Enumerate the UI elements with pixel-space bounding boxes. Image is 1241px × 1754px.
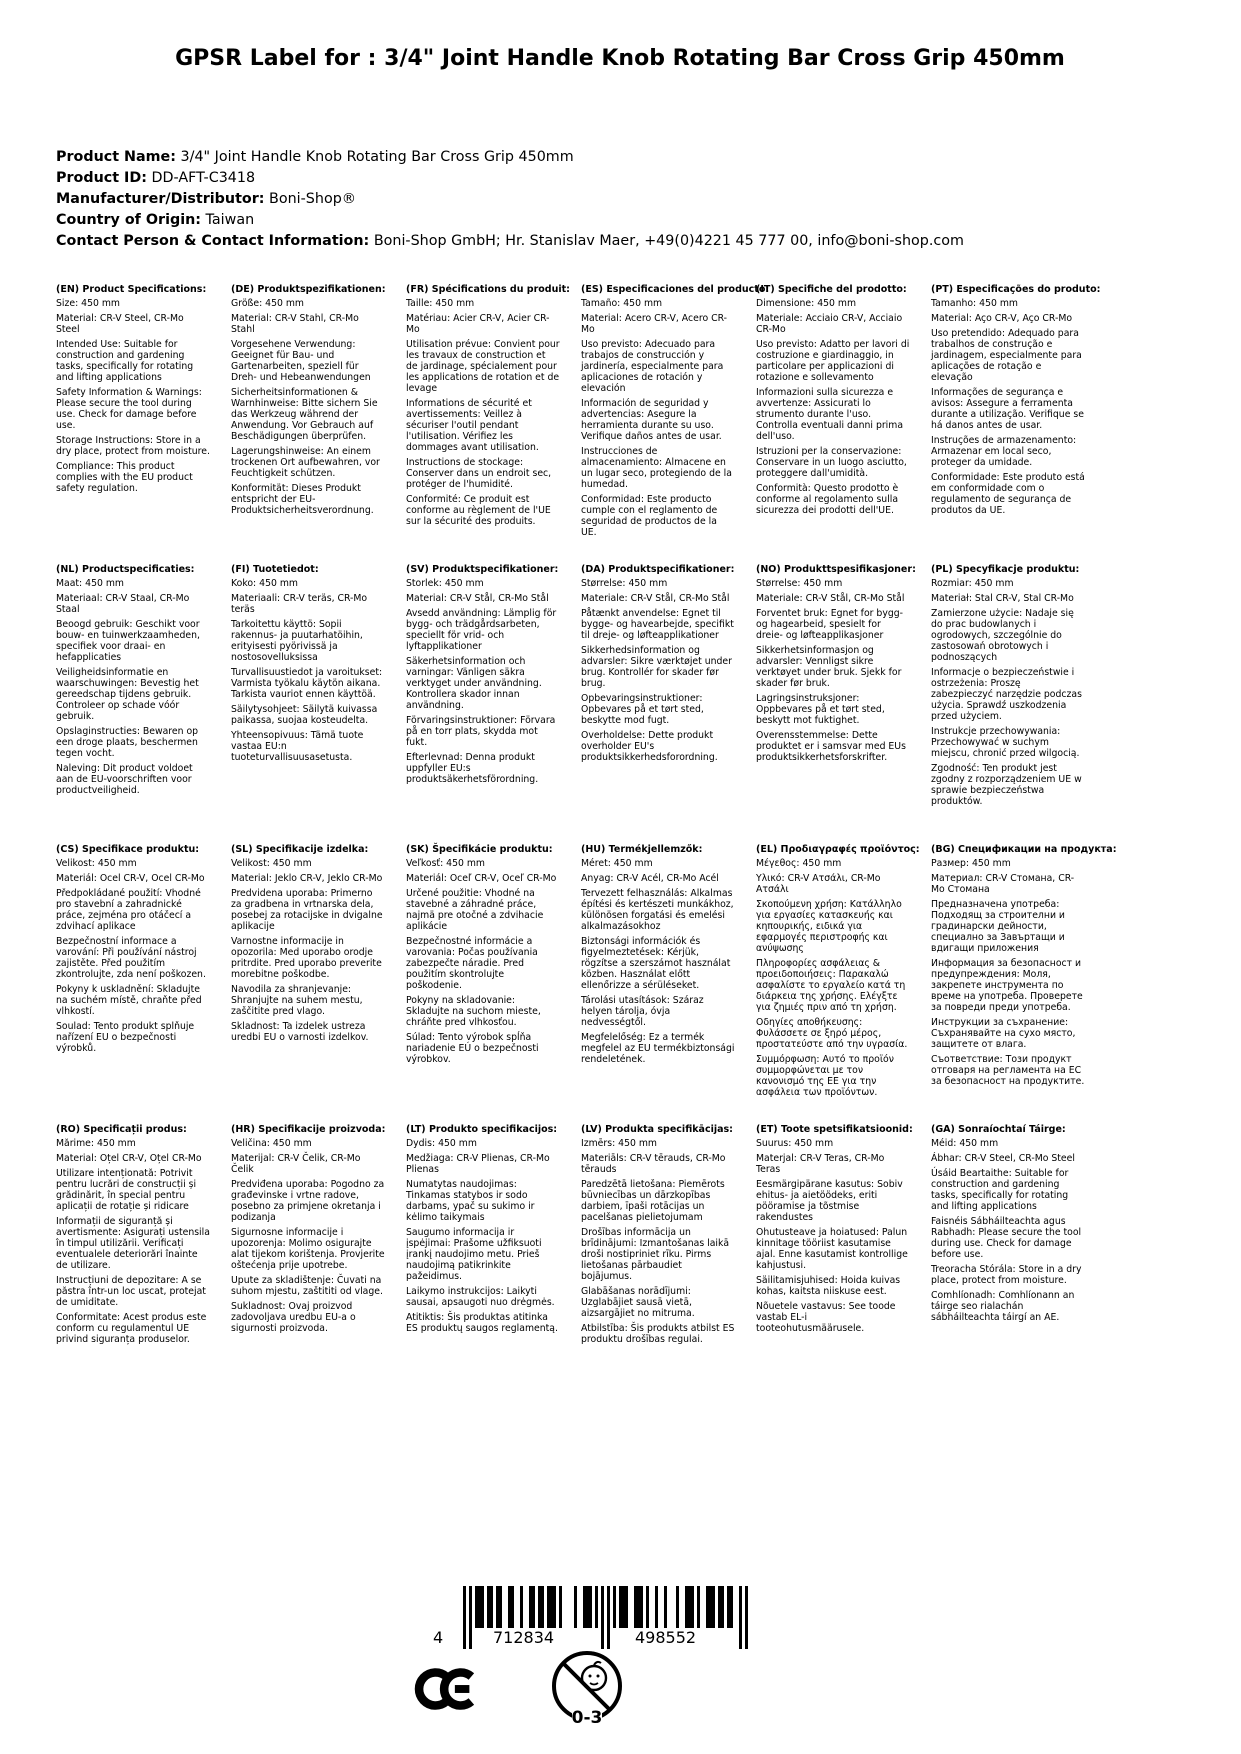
language-block-header: (ES) Especificaciones del producto: (581, 284, 770, 295)
language-block-paragraph: Glabāšanas norādījumi: Uzglabājiet sausā vietā, aizsargājiet no mitruma. (581, 1286, 695, 1319)
product-info-label: Contact Person & Contact Information: (56, 233, 370, 249)
language-block-pt (931, 284, 1101, 564)
barcode-right-digits: 498552 (631, 1628, 700, 1648)
language-block-paragraph: Anyag: CR-V Acél, CR-Mo Acél (581, 873, 719, 884)
language-block-paragraph: Uso previsto: Adecuado para trabajos de construcción y jardinería, especialmente para aplicaciones de rotación y elevación (581, 339, 724, 394)
language-block-paragraph: Varnostne informacije in opozorila: Med uporabo orodje pritrdite. Pred uporabo preverite morebitne poškodbe. (231, 936, 382, 980)
language-block-paragraph: Informații de siguranță și avertismente: Asigurați ustensila în timpul utilizării. Verificați eventualele deteriorări înainte de utilizare. (56, 1216, 210, 1271)
language-block-header: (PL) Specyfikacje produktu: (931, 564, 1080, 575)
language-block-paragraph: Οδηγίες αποθήκευσης: Φυλάσσετε σε ξηρό μέρος, προστατεύστε από την υγρασία. (756, 1017, 908, 1050)
language-block-paragraph: Информация за безопасност и предупреждения: Моля, закрепете инструмента по време на употреба. Проверете за повреди преди употреба. (931, 958, 1083, 1013)
language-block-paragraph: Materiaali: CR-V teräs, CR-Mo teräs (231, 593, 368, 615)
product-info-value: Boni-Shop GmbH; Hr. Stanislav Maer, +49(0)4221 45 777 00, info@boni-shop.com (369, 233, 964, 249)
language-block-da (581, 564, 735, 844)
language-block-paragraph: Συμμόρφωση: Αυτό το προϊόν συμμορφώνεται με τον κανονισμό της ΕΕ για την ασφάλεια των προϊόντων. (756, 1054, 894, 1098)
language-block-paragraph: Material: CR-V Stål, CR-Mo Stål (406, 593, 549, 604)
language-block-paragraph: Material: CR-V Steel, CR-Mo Steel (56, 313, 184, 335)
language-block-paragraph: Materiál: Oceľ CR-V, Oceľ CR-Mo (406, 873, 557, 884)
language-block-header: (RO) Specificații produs: (56, 1124, 187, 1135)
language-block-paragraph: Размер: 450 mm (931, 858, 1011, 869)
language-block-paragraph: Materiaal: CR-V Staal, CR-Mo Staal (56, 593, 190, 615)
language-block-paragraph: Säkerhetsinformation och varningar: Vänligen säkra verktyget under användning. Kontrollera skador innan användning. (406, 656, 542, 711)
language-block-paragraph: Faisnéis Sábháilteachta agus Rabhadh: Please secure the tool during use. Check for damage before use. (931, 1216, 1082, 1260)
language-block-paragraph: Υλικό: CR-V Ατσάλι, CR-Mo Ατσάλι (756, 873, 881, 895)
language-block-nl (56, 564, 210, 844)
product-info-label: Manufacturer/Distributor: (56, 191, 265, 207)
language-block-it (756, 284, 910, 564)
language-block-paragraph: Conformidad: Este producto cumple con el reglamento de seguridad de productos de la UE. (581, 494, 718, 538)
language-block-header: (EL) Προδιαγραφές προϊόντος: (756, 844, 920, 855)
language-block-paragraph: Instrucțiuni de depozitare: A se păstra într-un loc uscat, protejat de umiditate. (56, 1275, 206, 1308)
language-block-paragraph: Tamanho: 450 mm (931, 298, 1018, 309)
language-block-paragraph: Maat: 450 mm (56, 578, 124, 589)
language-block-paragraph: Eesmärgipärane kasutus: Sobiv ehitus- ja aietöödeks, eriti pööramise ja tõstmise rakendustes (756, 1179, 903, 1223)
language-block-et (756, 1124, 913, 1404)
language-block-paragraph: Materiāls: CR-V tērauds, CR-Mo tērauds (581, 1153, 726, 1175)
language-block-paragraph: Material: Acero CR-V, Acero CR-Mo (581, 313, 728, 335)
language-block-paragraph: Koko: 450 mm (231, 578, 298, 589)
product-info-label: Product ID: (56, 170, 147, 186)
language-block-paragraph: Drošības informācija un brīdinājumi: Izmantošanas laikā droši nostipriniet rīku. Pirms lietošanas pārbaudiet bojājumus. (581, 1227, 730, 1282)
language-block-paragraph: Tervezett felhasználás: Alkalmas építési és kertészeti munkákhoz, különösen forgatási és emelési alkalmazásokhoz (581, 888, 734, 932)
language-block-paragraph: Safety Information & Warnings: Please secure the tool during use. Check for damage before use. (56, 387, 202, 431)
language-block-paragraph: Informacje o bezpieczeństwie i ostrzeżenia: Proszę zabezpieczyć narzędzie podczas użycia. Sprawdź uszkodzenia przed użyciem. (931, 667, 1082, 722)
language-block-paragraph: Utilizare intenționată: Potrivit pentru lucrări de construcții și grădinărit, în special pentru aplicații de rotație și ridicare (56, 1168, 197, 1212)
language-block-paragraph: Nõuetele vastavus: See toode vastab EL-i tooteohutusmäärusele. (756, 1301, 896, 1334)
language-block-lv (581, 1124, 735, 1404)
language-block-paragraph: Overensstemmelse: Dette produktet er i samsvar med EUs produktsikkerhetsforskrifter. (756, 730, 906, 763)
product-info-value: Boni-Shop® (264, 191, 357, 207)
language-block-fr (406, 284, 570, 564)
language-block-paragraph: Material: Oțel CR-V, Oțel CR-Mo (56, 1153, 202, 1164)
language-block-paragraph: Veľkosť: 450 mm (406, 858, 485, 869)
language-block-paragraph: Naleving: Dit product voldoet aan de EU-voorschriften voor productveiligheid. (56, 763, 193, 796)
language-block-paragraph: Méid: 450 mm (931, 1138, 999, 1149)
language-block-header: (NO) Produkttspesifikasjoner: (756, 564, 916, 575)
language-block-paragraph: Conformitate: Acest produs este conform cu regulamentul UE privind siguranța produselor. (56, 1312, 207, 1345)
language-block-en (56, 284, 210, 564)
language-block-paragraph: Upute za skladištenje: Čuvati na suhom mjestu, zaštititi od vlage. (231, 1275, 383, 1297)
language-block-header: (CS) Specifikace produktu: (56, 844, 200, 855)
language-block-paragraph: Größe: 450 mm (231, 298, 304, 309)
language-grid (56, 284, 1186, 1404)
age-warning-icon (550, 1644, 624, 1746)
language-block-paragraph: Materiál: Ocel CR-V, Ocel CR-Mo (56, 873, 205, 884)
barcode-lead-digit: 4 (433, 1628, 444, 1647)
language-block-paragraph: Méret: 450 mm (581, 858, 653, 869)
language-block-paragraph: Sigurnosne informacije i upozorenja: Molimo osigurajte alat tijekom korištenja. Provjerite oštećenja prije upotrebe. (231, 1227, 385, 1271)
language-block-paragraph: Laikymo instrukcijos: Laikyti sausai, apsaugoti nuo drėgmės. (406, 1286, 555, 1308)
language-block-paragraph: Comhlíonadh: Comhlíonann an táirge seo rialachán sábháilteachta táirgí an AE. (931, 1290, 1075, 1323)
product-info-value: DD-AFT-C3418 (146, 170, 256, 186)
language-block-paragraph: Veličina: 450 mm (231, 1138, 312, 1149)
language-block-header: (HR) Specifikacije proizvoda: (231, 1124, 386, 1135)
ce-mark-icon (408, 1660, 474, 1718)
language-block-paragraph: Conformità: Questo prodotto è conforme al regolamento sulla sicurezza dei prodotti dell'UE. (756, 483, 899, 516)
language-block-header: (DA) Produktspecifikationer: (581, 564, 735, 575)
language-block-paragraph: Material: Aço CR-V, Aço CR-Mo (931, 313, 1073, 324)
language-block-paragraph: Инструкции за съхранение: Съхранявайте на сухо място, защитете от влага. (931, 1017, 1076, 1050)
language-block-header: (PT) Especificações do produto: (931, 284, 1101, 295)
language-block-cs (56, 844, 210, 1124)
language-block-paragraph: Forventet bruk: Egnet for bygg- og hagearbeid, spesielt for dreie- og løfteapplikasjoner (756, 608, 903, 641)
product-info (56, 147, 1206, 252)
language-block-paragraph: Πληροφορίες ασφάλειας & προειδοποιήσεις: Παρακαλώ ασφαλίστε το εργαλείο κατά τη διάρκεια της χρήσης. Ελέγξτε για ζημιές πριν από τη χρήση. (756, 958, 906, 1013)
language-block-paragraph: Instructions de stockage: Conserver dans un endroit sec, protéger de l'humidité. (406, 457, 552, 490)
language-block-paragraph: Materiał: Stal CR-V, Stal CR-Mo (931, 593, 1074, 604)
language-block-paragraph: Materiale: CR-V Stål, CR-Mo Stål (581, 593, 730, 604)
language-block-paragraph: Storlek: 450 mm (406, 578, 484, 589)
language-block-paragraph: Tamaño: 450 mm (581, 298, 663, 309)
language-block-paragraph: Σκοπούμενη χρήση: Κατάλληλο για εργασίες κατασκευής και κηπουρικής, ειδικά για εφαρμογές περιστροφής και ανύψωσης (756, 899, 902, 954)
language-block-paragraph: Medžiaga: CR-V Plienas, CR-Mo Plienas (406, 1153, 550, 1175)
language-block-paragraph: Compliance: This product complies with the EU product safety regulation. (56, 461, 193, 494)
language-block-paragraph: Uso pretendido: Adequado para trabalhos de construção e jardinagem, especialmente para aplicações de rotação e elevação (931, 328, 1082, 383)
language-block-header: (SL) Specifikacije izdelka: (231, 844, 369, 855)
language-block-paragraph: Efterlevnad: Denna produkt uppfyller EU:s produktsäkerhetsförordning. (406, 752, 539, 785)
language-block-paragraph: Sukladnost: Ovaj proizvod zadovoljava uredbu EU-a o sigurnosti proizvoda. (231, 1301, 356, 1334)
product-info-row (56, 231, 1206, 252)
language-block-header: (SK) Špecifikácie produktu: (406, 844, 553, 855)
language-block-paragraph: Предназначена употреба: Подходящ за строителни и градинарски дейности, специално за Завъртащи и вдигащи приложения (931, 899, 1065, 954)
language-block-paragraph: Tarkoitettu käyttö: Sopii rakennus- ja puutarhatöihin, erityisesti pyörivissä ja nostosovelluksissa (231, 619, 363, 663)
language-block-paragraph: Velikost: 450 mm (56, 858, 137, 869)
language-block-hr (231, 1124, 385, 1404)
language-block-paragraph: Ábhar: CR-V Steel, CR-Mo Steel (931, 1153, 1075, 1164)
language-block-paragraph: Materiale: CR-V Stål, CR-Mo Stål (756, 593, 905, 604)
language-block-paragraph: Instruções de armazenamento: Armazenar em local seco, proteger da umidade. (931, 435, 1077, 468)
language-block-paragraph: Konformität: Dieses Produkt entspricht der EU-Produktsicherheitsverordnung. (231, 483, 374, 516)
language-block-paragraph: Pokyny na skladovanie: Skladujte na suchom mieste, chráňte pred vlhkosťou. (406, 995, 541, 1028)
language-block-paragraph: Conformidade: Este produto está em conformidade com o regulamento de segurança de produtos da UE. (931, 472, 1085, 516)
language-block-paragraph: Předpokládané použití: Vhodné pro stavební a zahradnické práce, zejména pro otáčecí a zdvihací aplikace (56, 888, 201, 932)
language-block-header: (DE) Produktspezifikationen: (231, 284, 386, 295)
language-block-paragraph: Treoracha Stórála: Store in a dry place, protect from moisture. (931, 1264, 1082, 1286)
language-block-paragraph: Материал: CR-V Стомана, CR-Mo Стомана (931, 873, 1075, 895)
language-block-paragraph: Veiligheidsinformatie en waarschuwingen: Bevestig het gereedschap tijdens gebruik. Controleer op schade vóór gebruik. (56, 667, 199, 722)
product-info-row (56, 189, 1206, 210)
language-block-paragraph: Utilisation prévue: Convient pour les travaux de construction et de jardinage, spécialement pour les applications de rotation et de levage (406, 339, 560, 394)
language-block-paragraph: Saugumo informacija ir įspėjimai: Prašome užfiksuoti įrankį naudojimo metu. Prieš naudojimą patikrinkite pažeidimus. (406, 1227, 542, 1282)
language-block-paragraph: Megfelelőség: Ez a termék megfelel az EU termékbiztonsági rendeletének. (581, 1032, 735, 1065)
language-block-header: (BG) Спецификации на продукта: (931, 844, 1117, 855)
language-block-paragraph: Instrucciones de almacenamiento: Almacene en un lugar seco, protegiendo de la humedad. (581, 446, 732, 490)
language-block-paragraph: Rozmiar: 450 mm (931, 578, 1014, 589)
language-block-paragraph: Uso previsto: Adatto per lavori di costruzione e giardinaggio, in particolare per applicazioni di rotazione e sollevamento (756, 339, 910, 383)
language-block-paragraph: Atitiktis: Šis produktas atitinka ES produktų saugos reglamentą. (406, 1312, 558, 1334)
language-block-header: (GA) Sonraíochtaí Táirge: (931, 1124, 1066, 1135)
language-block-hu (581, 844, 735, 1124)
baby-face-icon (582, 1666, 606, 1690)
language-block-paragraph: Numatytas naudojimas: Tinkamas statybos ir sodo darbams, ypač su sukimo ir kėlimo taikymais (406, 1179, 535, 1223)
language-block-paragraph: Tárolási utasítások: Száraz helyen tárolja, óvja nedvességtől. (581, 995, 704, 1028)
language-block-paragraph: Ohutusteave ja hoiatused: Palun kinnitage tööriist kasutamise ajal. Enne kasutamist kontrollige kahjustusi. (756, 1227, 908, 1271)
language-block-paragraph: Påtænkt anvendelse: Egnet til bygge- og havearbejde, specifikt til dreje- og løfteapplikationer (581, 608, 734, 641)
language-block-paragraph: Lagerungshinweise: An einem trockenen Ort aufbewahren, vor Feuchtigkeit schützen. (231, 446, 380, 479)
language-block-paragraph: Beoogd gebruik: Geschikt voor bouw- en tuinwerkzaamheden, specifiek voor draai- en hefapplicaties (56, 619, 200, 663)
language-block-paragraph: Dydis: 450 mm (406, 1138, 477, 1149)
language-block-paragraph: Size: 450 mm (56, 298, 120, 309)
language-block-sl (231, 844, 385, 1124)
language-block-paragraph: Paredzētā lietošana: Piemērots būvniecības un dārzkopības darbiem, īpaši rotācijas un pacelšanas pielietojumam (581, 1179, 725, 1223)
language-block-paragraph: Størrelse: 450 mm (756, 578, 843, 589)
page-title: GPSR Label for : 3/4" Joint Handle Knob Rotating Bar Cross Grip 450mm (175, 46, 1065, 71)
language-block-paragraph: Informations de sécurité et avertissements: Veillez à sécuriser l'outil pendant l'utilisation. Vérifiez les dommages avant utilisation. (406, 398, 539, 453)
language-block-paragraph: Skladnost: Ta izdelek ustreza uredbi EU o varnosti izdelkov. (231, 1021, 369, 1043)
product-info-row (56, 147, 1206, 168)
language-block-paragraph: Overholdelse: Dette produkt overholder EU's produktsikkerhedsforordning. (581, 730, 718, 763)
language-block-paragraph: Størrelse: 450 mm (581, 578, 668, 589)
language-block-es (581, 284, 770, 564)
language-block-paragraph: Zgodność: Ten produkt jest zgodny z rozporządzeniem UE w sprawie bezpieczeństwa produktów. (931, 763, 1082, 807)
language-block-pl (931, 564, 1085, 844)
language-block-paragraph: Vorgesehene Verwendung: Geeignet für Bau- und Gartenarbeiten, speziell für Dreh- und Hebeanwendungen (231, 339, 371, 383)
language-block-paragraph: Informazioni sulla sicurezza e avvertenze: Assicurati lo strumento durante l'uso. Controlla eventuali danni prima dell'uso. (756, 387, 904, 442)
language-block-paragraph: Opslaginstructies: Bewaren op een droge plaats, beschermen tegen vocht. (56, 726, 199, 759)
language-block-paragraph: Predviđena uporaba: Pogodno za građevinske i vrtne radove, posebno za primjene okretanja i podizanja (231, 1179, 385, 1223)
language-block-header: (ET) Toote spetsifikatsioonid: (756, 1124, 913, 1135)
language-block-paragraph: Súlad: Tento výrobok spĺňa nariadenie EÚ o bezpečnosti výrobkov. (406, 1032, 539, 1065)
language-block-lt (406, 1124, 560, 1404)
language-block-paragraph: Istruzioni per la conservazione: Conservare in un luogo asciutto, proteggere dall'umidità. (756, 446, 907, 479)
language-block-paragraph: Taille: 450 mm (406, 298, 475, 309)
language-block-sv (406, 564, 560, 844)
language-block-header: (IT) Specifiche del prodotto: (756, 284, 907, 295)
language-block-paragraph: Storage Instructions: Store in a dry place, protect from moisture. (56, 435, 210, 457)
language-block-paragraph: Informações de segurança e avisos: Assegure a ferramenta durante a utilização. Verifique se há danos antes de usar. (931, 387, 1084, 431)
language-block-paragraph: Съответствие: Този продукт отговаря на регламента на ЕС за безопасност на продуктите. (931, 1054, 1085, 1087)
language-block-paragraph: Materjal: CR-V Teras, CR-Mo Teras (756, 1153, 885, 1175)
language-block-paragraph: Información de seguridad y advertencias: Asegure la herramienta durante su uso. Verifique daños antes de usar. (581, 398, 722, 442)
language-block-paragraph: Zamierzone użycie: Nadaje się do prac budowlanych i ogrodowych, szczególnie do zastosowań obrotowych i podnoszących (931, 608, 1074, 663)
language-block-paragraph: Suurus: 450 mm (756, 1138, 834, 1149)
product-info-row (56, 168, 1206, 189)
language-block-paragraph: Určené použitie: Vhodné na stavebné a záhradné práce, najmä pre otočné a zdvihacie aplikácie (406, 888, 544, 932)
language-block-paragraph: Sicherheitsinformationen & Warnhinweise: Bitte sichern Sie das Werkzeug während der Anwendung. Vor Gebrauch auf Beschädigungen überprüfen. (231, 387, 378, 442)
language-block-header: (EN) Product Specifications: (56, 284, 207, 295)
product-info-value: Taiwan (201, 212, 255, 228)
language-block-paragraph: Säilitamisjuhised: Hoida kuivas kohas, kaitsta niiskuse eest. (756, 1275, 901, 1297)
language-block-paragraph: Lagringsinstruksjoner: Oppbevares på et tørt sted, beskytt mot fuktighet. (756, 693, 885, 726)
language-block-paragraph: Intended Use: Suitable for construction and gardening tasks, specifically for rotating and lifting applications (56, 339, 194, 383)
age-warning-text: 0-3 (571, 1708, 603, 1728)
language-block-paragraph: Avsedd användning: Lämplig för bygg- och trädgårdsarbeten, speciellt för vrid- och lyftapplikationer (406, 608, 557, 652)
language-block-el (756, 844, 920, 1124)
language-block-header: (HU) Termékjellemzők: (581, 844, 703, 855)
product-info-label: Product Name: (56, 149, 176, 165)
language-block-de (231, 284, 385, 564)
language-block-paragraph: Sikkerhetsinformasjon og advarsler: Vennligst sikre verktøyet under bruk. Sjekk for skader før bruk. (756, 645, 902, 689)
language-block-paragraph: Navodila za shranjevanje: Shranjujte na suhem mestu, zaščitite pred vlago. (231, 984, 363, 1017)
language-block-header: (SV) Produktspecifikationer: (406, 564, 559, 575)
language-block-paragraph: Predvidena uporaba: Primerno za gradbena in vrtnarska dela, posebej za rotacijske in dvigalne aplikacije (231, 888, 383, 932)
product-info-value: 3/4" Joint Handle Knob Rotating Bar Cross Grip 450mm (175, 149, 574, 165)
language-block-no (756, 564, 916, 844)
language-block-header: (LV) Produkta specifikācijas: (581, 1124, 733, 1135)
product-info-row (56, 210, 1206, 231)
language-block-paragraph: Atbilstība: Šis produkts atbilst ES produktu drošības regulai. (581, 1323, 735, 1345)
barcode-left-digits: 712834 (489, 1628, 558, 1648)
language-block-paragraph: Säilytysohjeet: Säilytä kuivassa paikassa, suojaa kosteudelta. (231, 704, 378, 726)
language-block-paragraph: Pokyny k uskladnění: Skladujte na suchém místě, chraňte před vlhkostí. (56, 984, 202, 1017)
language-block-paragraph: Material: Jeklo CR-V, Jeklo CR-Mo (231, 873, 383, 884)
language-block-bg (931, 844, 1117, 1124)
language-block-paragraph: Biztonsági információk és figyelmeztetések: Kérjük, rögzítse a szerszámot használat közben. Használat előtt ellenőrizze a sérüléseket. (581, 936, 731, 991)
language-block-paragraph: Matériau: Acier CR-V, Acier CR-Mo (406, 313, 550, 335)
language-block-paragraph: Conformité: Ce produit est conforme au règlement de l'UE sur la sécurité des produits. (406, 494, 551, 527)
language-block-paragraph: Izmērs: 450 mm (581, 1138, 657, 1149)
language-block-fi (231, 564, 385, 844)
language-block-paragraph: Material: CR-V Stahl, CR-Mo Stahl (231, 313, 359, 335)
language-block-paragraph: Sikkerhedsinformation og advarsler: Sikre værktøjet under brug. Kontrollér for skader før brug. (581, 645, 732, 689)
language-block-header: (FI) Tuotetiedot: (231, 564, 319, 575)
language-block-paragraph: Bezpečnostní informace a varování: Při používání nástroj zajistěte. Před použitím zkontrolujte, zda není poškozen. (56, 936, 206, 980)
language-block-paragraph: Úsáid Beartaithe: Suitable for construction and gardening tasks, specifically for rotating and lifting applications (931, 1168, 1069, 1212)
language-block-paragraph: Yhteensopivuus: Tämä tuote vastaa EU:n tuoteturvallisuusasetusta. (231, 730, 364, 763)
language-block-header: (NL) Productspecificaties: (56, 564, 195, 575)
language-block-ro (56, 1124, 210, 1404)
language-block-paragraph: Materiale: Acciaio CR-V, Acciaio CR-Mo (756, 313, 903, 335)
language-block-paragraph: Velikost: 450 mm (231, 858, 312, 869)
language-block-paragraph: Bezpečnostné informácie a varovania: Počas používania zabezpečte náradie. Pred použitím skontrolujte poškodenie. (406, 936, 538, 991)
language-block-paragraph: Förvaringsinstruktioner: Förvara på en torr plats, skydda mot fukt. (406, 715, 556, 748)
language-block-header: (FR) Spécifications du produit: (406, 284, 570, 295)
language-block-paragraph: Soulad: Tento produkt splňuje nařízení EU o bezpečnosti výrobků. (56, 1021, 195, 1054)
language-block-paragraph: Μέγεθος: 450 mm (756, 858, 842, 869)
language-block-ga (931, 1124, 1085, 1404)
language-block-paragraph: Materijal: CR-V Čelik, CR-Mo Čelik (231, 1153, 361, 1175)
language-block-paragraph: Instrukcje przechowywania: Przechowywać w suchym miejscu, chronić przed wilgocią. (931, 726, 1080, 759)
language-block-header: (LT) Produkto specifikacijos: (406, 1124, 558, 1135)
language-block-paragraph: Turvallisuustiedot ja varoitukset: Varmista työkalu käytön aikana. Tarkista vauriot ennen käyttöä. (231, 667, 383, 700)
language-block-paragraph: Dimensione: 450 mm (756, 298, 857, 309)
language-block-paragraph: Opbevaringsinstruktioner: Opbevares på et tørt sted, beskytte mod fugt. (581, 693, 704, 726)
product-info-label: Country of Origin: (56, 212, 202, 228)
language-block-paragraph: Mărime: 450 mm (56, 1138, 136, 1149)
language-block-sk (406, 844, 560, 1124)
